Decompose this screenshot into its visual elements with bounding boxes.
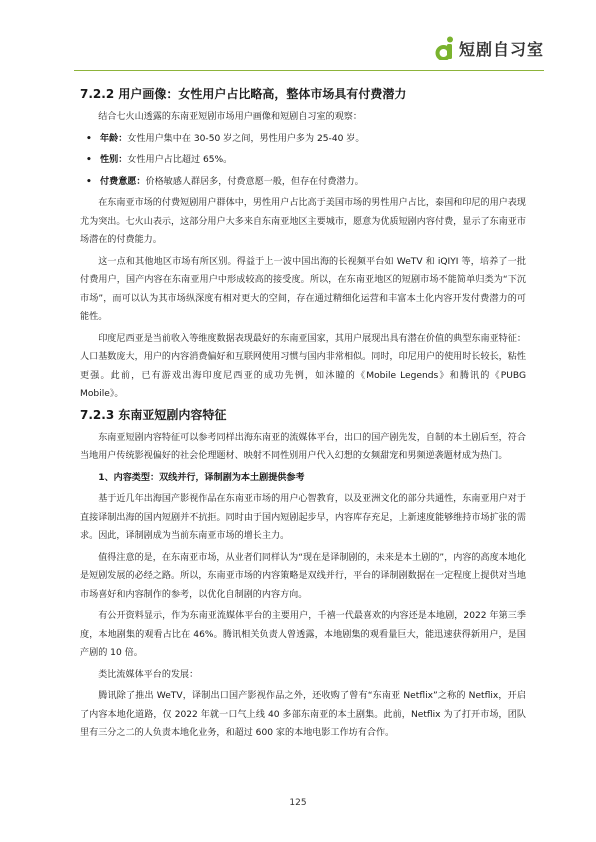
logo-icon xyxy=(435,36,455,60)
paragraph: 基于近几年出海国产影视作品在东南亚市场的用户心智教育，以及亚洲文化的部分共通性，东南亚用户对于直接译制出海的国内短剧并不抗拒。同时由于国内短剧起步早，内容库存充足，上新速度能够维持市场扩张的需求。因此，译制剧成为当前东南亚市场的增长主力。 xyxy=(80,494,526,541)
subheading: 1、内容类型：双线并行，译制剧为本土剧提供参考 xyxy=(98,472,305,483)
list-item xyxy=(80,151,526,170)
list-item xyxy=(80,173,526,192)
paragraph: 有公开资料显示，作为东南亚流媒体平台的主要用户，千禧一代最喜欢的内容还是本地剧，2022 年第三季度，本地剧集的观看占比在 46%。腾讯相关负责人曾透露，本地剧集的观看量巨大，能迅速获得新用户，是国产剧的 10 倍。 xyxy=(80,611,526,658)
paragraph: 值得注意的是，在东南亚市场，从业者们同样认为“现在是译制剧的，未来是本土剧的”，内容的高度本地化是短剧发展的必经之路。所以，东南亚市场的内容策略是双线并行，平台的译制剧数据在一定程度上提供对当地市场喜好和内容制作的参考，以优化自制剧的内容方向。 xyxy=(80,552,526,600)
bullet-icon: • xyxy=(86,176,92,187)
paragraph: 东南亚短剧内容特征可以参考同样出海东南亚的流媒体平台，出口的国产剧先发，自制的本土剧后至，符合当地用户传统影视偏好的社会伦理题材、映射不同性别用户代入幻想的女频甜宠和男频逆袭题材成为热门。 xyxy=(80,432,526,461)
paragraph: 结合七火山透露的东南亚短剧市场用户画像和短剧自习室的观察： xyxy=(98,112,362,122)
bullet-label: 付费意愿： xyxy=(100,176,146,187)
bullet-text: 价格敏感人群居多，付费意愿一般，但存在付费潜力。 xyxy=(145,176,364,187)
logo-text: 短剧自习室 xyxy=(458,39,544,59)
header-logo xyxy=(435,36,544,60)
bullet-text: 女性用户集中在 30-50 岁之间，男性用户多为 25-40 岁。 xyxy=(127,133,365,144)
paragraph: 在东南亚市场的付费短剧用户群体中，男性用户占比高于美国市场的男性用户占比，泰国和印尼的用户表现尤为突出。七火山表示，这部分用户大多来自东南亚地区主要城市，愿意为优质短剧内容付费，显示了东南亚市场潜在的付费能力。 xyxy=(80,198,526,245)
bullet-label: 性别： xyxy=(100,155,128,165)
section-heading-7-2-2: 7.2.2 用户画像：女性用户占比略高，整体市场具有付费潜力 xyxy=(80,87,407,101)
paragraph: 腾讯除了推出 WeTV，译制出口国产影视作品之外，还收购了曾有“东南亚 Netflix”之称的 Netflix，开启了内容本地化道路，仅 2022 年就一口气上线 40 多部东南亚的本土剧集。此前，Netflix 为了打开市场，团队里有三分之二的人负责本地化业务，和超过 600 家的本地电影工作坊有合作。 xyxy=(80,691,526,738)
bullet-label: 年龄： xyxy=(100,133,128,144)
list-item xyxy=(80,130,526,149)
bullet-text: 女性用户占比超过 65%。 xyxy=(127,155,233,165)
header-divider xyxy=(74,70,544,71)
bullet-icon: • xyxy=(86,155,92,165)
page-number: 125 xyxy=(289,798,307,808)
bullet-icon: • xyxy=(86,133,92,144)
paragraph: 印度尼西亚是当前收入等维度数据表现最好的东南亚国家，其用户展现出具有潜在价值的典型东南亚特征：人口基数庞大，用户的内容消费偏好和互联网使用习惯与国内非常相似。同时，印尼用户的使用时长较长，粘性更强。此前，已有游戏出海印度尼西亚的成功先例，如沐瞳的《Mobile Legends》和腾讯的《PUBG Mobile》。 xyxy=(80,333,526,399)
page-body xyxy=(80,86,526,746)
paragraph: 类比流媒体平台的发展： xyxy=(98,669,199,680)
section-heading-7-2-3: 7.2.3 东南亚短剧内容特征 xyxy=(80,407,227,422)
paragraph: 这一点和其他地区市场有所区别。得益于上一波中国出海的长视频平台如 WeTV 和 iQIYI 等，培养了一批付费用户，国产内容在东南亚用户中形成较高的接受度。所以，在东南亚地区的短剧市场不能简单归类为“下沉市场”，而可以认为其市场纵深度有相对更大的空间，存在通过精细化运营和丰富本土化内容开发付费潜力的可能性。 xyxy=(80,256,526,322)
